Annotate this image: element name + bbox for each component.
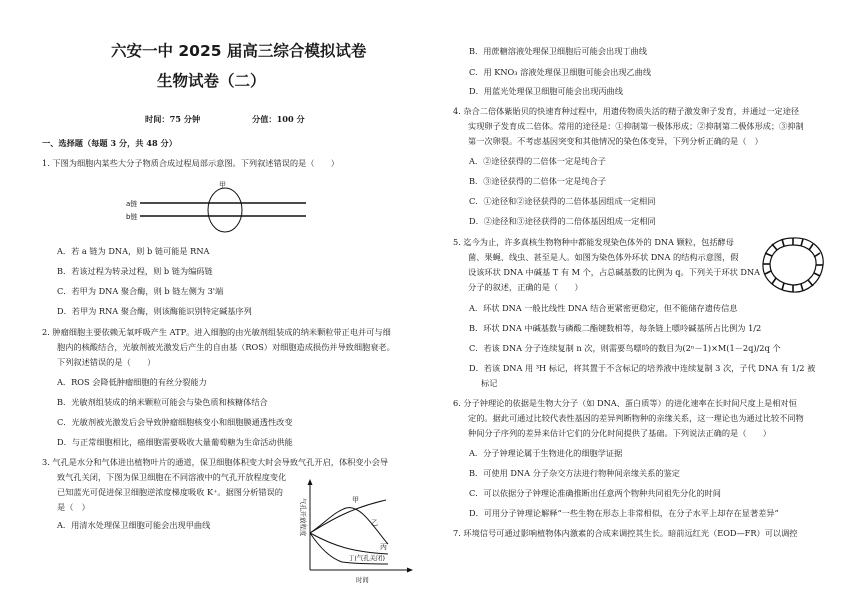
curve-bing [310, 533, 388, 554]
q3-option-c[interactable]: C．用 KNO₃ 溶液处理保卫细胞可能会出现乙曲线 [469, 67, 652, 77]
q5-option-c[interactable]: C．若该 DNA 分子连续复制 n 次，则需要鸟嘌呤的数目为(2ⁿ－1)×M(1－2q)/2q 个 [469, 343, 781, 353]
q3-option-a[interactable]: A．用清水处理保卫细胞可能会出现甲曲线 [57, 520, 211, 530]
q6-stem-3: 种间分子序列的差异来估计它们的分化时间提供了基础。下列说法正确的是（ ） [468, 428, 771, 438]
q6-option-d[interactable]: D．可用分子钟理论解释“一些生物在形态上非常相似，在分子水平上却存在显著差异” [469, 508, 779, 518]
q5-option-b[interactable]: B．环状 DNA 中碱基数与磷酸二酯键数相等，每条链上嘌呤碱基所占比例为 1/2 [469, 323, 762, 333]
exam-subtitle: 生物试卷（二） [157, 72, 266, 90]
q7-stem-1: 7. 环境信号可通过影响植物体内激素的合成来调控其生长。暗前远红光（EOD—FR）可以调控 [453, 528, 798, 538]
q5-stem-4: 分子的叙述，正确的是（ ） [468, 282, 583, 292]
q6-option-c[interactable]: C．可以依据分子钟理论准确推断出任意两个物种共同祖先分化的时间 [469, 488, 721, 498]
q3-stem-2: 致气孔关闭，下图为保卫细胞在不同溶液中的气孔开放程度变化 [57, 472, 287, 482]
q3-stem-3: 已知蓝光可促进保卫细胞逆浓度梯度吸收 K⁺。据图分析错误的 [57, 487, 283, 497]
q4-stem-1: 4. 杂合二倍体紫貽贝的快速育种过程中，用遗传物质失活的精子激发卵子发育，并通过一定途径 [453, 106, 800, 116]
q5-stem-3: 设该环状 DNA 中碱基 T 有 M 个，占总碱基数的比例为 q。下列关于环状 DNA [468, 267, 761, 277]
q3-yi: 乙 [371, 519, 378, 527]
curve-jia [310, 500, 386, 533]
q3-xlabel: 时间 [356, 576, 369, 584]
q4-option-a[interactable]: A．②途径获得的二倍体一定是纯合子 [469, 156, 606, 166]
q6-option-a[interactable]: A．分子钟理论属于生物进化的细胞学证据 [469, 448, 623, 458]
exam-score: 分值：100 分 [252, 114, 305, 124]
q3-chart [286, 478, 416, 586]
q6-stem-1: 6. 分子钟理论的依据是生物大分子（如 DNA、蛋白质等）的进化速率在长时间尺度上是相对恒 [453, 398, 797, 408]
q2-stem-3: 下列叙述错误的是（ ） [57, 357, 156, 367]
q3-jia: 甲 [352, 496, 359, 504]
q1-option-a[interactable]: A．若 a 链为 DNA，则 b 链可能是 RNA [57, 246, 210, 256]
q3-stem-4: 是（ ） [57, 502, 90, 512]
q4-stem-2: 实现卵子发育成二倍体。常用的途径是：①抑制第一极体形成；②抑制第二极体形成；③抑制 [468, 121, 804, 131]
q2-option-a[interactable]: A．ROS 会降低肿瘤细胞的有丝分裂能力 [57, 377, 207, 387]
q4-stem-3: 第一次卵裂。不考虑基因突变和其他情况的染色体变异，下列分析正确的是（ ） [468, 136, 763, 146]
q3-ylabel: 气孔开放程度 [299, 498, 307, 537]
q2-option-d[interactable]: D．与正常细胞相比，癌细胞需要吸收大量葡萄糖为生命活动供能 [57, 437, 293, 447]
q1-option-d[interactable]: D．若甲为 RNA 聚合酶，则该酶能识别特定碱基序列 [57, 306, 252, 316]
q3-option-b[interactable]: B．用蔗糖溶液处理保卫细胞后可能会出现丁曲线 [469, 46, 647, 56]
q1-stem: 1. 下图为细胞内某些大分子物质合成过程局部示意图。下列叙述错误的是（ ） [42, 158, 339, 168]
q5-option-d[interactable]: D．若该 DNA 用 ³H 标记，将其置于不含标记的培养液中连续复制 3 次，子代 DNA 有 1/2 被 [469, 363, 816, 373]
q3-bing: 丙 [380, 543, 387, 551]
enzyme-jia [208, 188, 242, 232]
q1-fig-b: b链 [126, 213, 138, 221]
q1-option-b[interactable]: B．若该过程为转录过程，则 b 链为编码链 [57, 266, 213, 276]
q4-option-c[interactable]: C．①途径和②途径获得的二倍体基因组成一定相同 [469, 196, 656, 206]
q2-option-c[interactable]: C．光敏剂被光激发后会导致肿瘤细胞核变小和细胞膜通透性改变 [57, 417, 293, 427]
q3-ding: 丁(气孔关闭) [348, 554, 385, 562]
q5-stem-1: 5. 迄今为止，许多真核生物物种中都能发现染色体外的 DNA 颗粒，包括酵母 [453, 237, 734, 247]
q6-option-b[interactable]: B．可使用 DNA 分子杂交方法进行物种间亲缘关系的鉴定 [469, 468, 680, 478]
q5-option-d-cont: 标记 [481, 378, 498, 388]
circular-dna-figure [757, 232, 829, 298]
q3-option-d[interactable]: D．用蓝光处理保卫细胞可能会出现丙曲线 [469, 86, 623, 96]
section-heading: 一、选择题（每题 3 分，共 48 分） [42, 138, 177, 148]
q1-option-c[interactable]: C．若甲为 DNA 聚合酶，则 b 链左侧为 3'端 [57, 286, 224, 296]
exam-title: 六安一中 2025 届高三综合模拟试卷 [111, 42, 367, 60]
q3-stem-1: 3. 气孔是水分和气体进出植物叶片的通道，保卫细胞体积变大时会导致气孔开启，体积变小会导 [42, 457, 389, 467]
exam-time: 时间：75 分钟 [145, 114, 201, 124]
q6-stem-2: 定的。据此可通过比较代表性基因的差异判断物种的亲缘关系，这一理论也为通过比较不同物 [468, 413, 804, 423]
q2-option-b[interactable]: B．光敏剂组装成的纳米颗粒可能会与染色质和核糖体结合 [57, 397, 268, 407]
q4-option-b[interactable]: B．③途径获得的二倍体一定是纯合子 [469, 176, 607, 186]
q1-fig-a: a链 [126, 200, 138, 208]
q2-stem-2: 胞内的核酸结合，光敏剂被光激发后产生的自由基（ROS）对细胞造成损伤并导致细胞衰老。 [57, 342, 395, 352]
q4-option-d[interactable]: D．②途径和③途径获得的二倍体基因组成一定相同 [469, 216, 656, 226]
q1-fig-jia: 甲 [219, 181, 226, 189]
q5-option-a[interactable]: A．环状 DNA 一般比线性 DNA 结合更紧密更稳定，但不能储存遗传信息 [469, 303, 738, 313]
q1-figure [124, 180, 314, 236]
q5-stem-2: 菌、果蝇、线虫、甚至是人。如图为染色体外环状 DNA 的结构示意图，假 [468, 252, 739, 262]
q2-stem-1: 2. 肿瘤细胞主要依赖无氧呼吸产生 ATP。进入细胞的由光敏剂组装成的纳米颗粒带正电并可与细 [42, 327, 391, 337]
